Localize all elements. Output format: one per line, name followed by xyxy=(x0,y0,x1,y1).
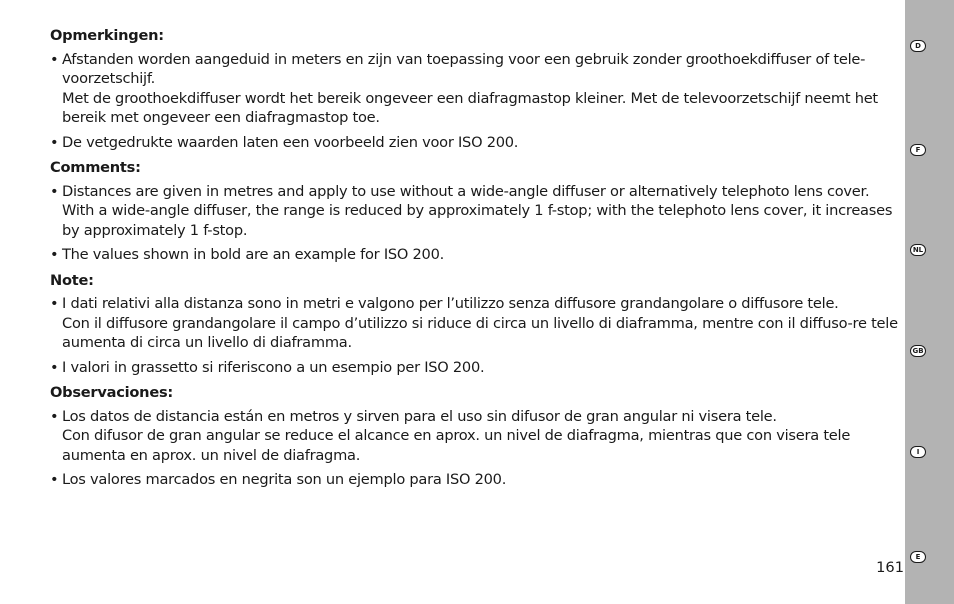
page-number: 161 xyxy=(876,559,904,576)
section-italian xyxy=(50,271,910,378)
bullet-list xyxy=(50,294,910,377)
bullet-list xyxy=(50,50,910,153)
section-spanish xyxy=(50,383,910,490)
bullet-mark: • xyxy=(50,295,59,312)
list-item xyxy=(50,182,910,241)
item-paragraph: The values shown in bold are an example for ISO 200. xyxy=(62,246,445,263)
section-heading: Observaciones: xyxy=(50,384,173,401)
language-tab-nl[interactable]: NL xyxy=(910,244,926,256)
section-heading: Note: xyxy=(50,271,94,289)
item-paragraph: De vetgedrukte waarden laten een voorbeeld zien voor ISO 200. xyxy=(62,133,519,151)
bullet-mark: • xyxy=(50,407,59,425)
item-paragraph: Los datos de distancia están en metros y sirven para el uso sin difusor de gran angular ni visera tele. xyxy=(62,407,777,425)
list-item xyxy=(50,470,910,490)
bullet-mark: • xyxy=(50,246,59,263)
bullet-list xyxy=(50,407,910,490)
section-english xyxy=(50,158,910,265)
item-paragraph: I dati relativi alla distanza sono in metri e valgono per l’utilizzo senza diffusore grandangolare o diffusore tele. xyxy=(62,295,839,312)
list-item xyxy=(50,245,910,265)
bullet-mark: • xyxy=(50,182,59,200)
document-body xyxy=(50,26,910,496)
bullet-mark: • xyxy=(50,50,59,68)
language-tab-f[interactable]: F xyxy=(910,144,926,156)
item-paragraph: Con il diffusore grandangolare il campo d’utilizzo si riduce di circa un livello di diaframma, mentre con il diffuso-re tele aumenta di circa un livello di diaframma. xyxy=(62,314,898,351)
list-item xyxy=(50,407,910,466)
list-item xyxy=(50,294,910,353)
item-paragraph: Con difusor de gran angular se reduce el alcance en aprox. un nivel de diafragma, mientras que con visera tele aumenta en aprox. un nivel de diafragma. xyxy=(62,427,851,464)
language-tab-i[interactable]: I xyxy=(910,446,926,458)
item-paragraph: Los valores marcados en negrita son un ejemplo para ISO 200. xyxy=(62,471,507,488)
bullet-mark: • xyxy=(50,471,59,488)
item-paragraph: I valori in grassetto si riferiscono a un esempio per ISO 200. xyxy=(62,358,485,376)
bullet-mark: • xyxy=(50,133,59,151)
language-tab-e[interactable]: E xyxy=(910,551,926,563)
list-item xyxy=(50,50,910,128)
language-tab-d[interactable]: D xyxy=(910,40,926,52)
item-paragraph: Afstanden worden aangeduid in meters en zijn van toepassing voor een gebruik zonder groothoekdiffuser of tele-voorzetschijf. xyxy=(62,50,866,87)
list-item xyxy=(50,358,910,378)
section-heading: Comments: xyxy=(50,159,141,176)
list-item xyxy=(50,133,910,153)
bullet-list xyxy=(50,182,910,265)
item-paragraph: Distances are given in metres and apply to use without a wide-angle diffuser or alternatively telephoto lens cover. xyxy=(62,182,870,200)
section-heading: Opmerkingen: xyxy=(50,27,164,44)
language-tab-gb[interactable]: GB xyxy=(910,345,926,357)
language-sidebar xyxy=(905,0,954,604)
section-dutch xyxy=(50,26,910,152)
item-paragraph: Met de groothoekdiffuser wordt het bereik ongeveer een diafragmastop kleiner. Met de televoorzetschijf neemt het bereik met ongeveer een diafragmastop toe. xyxy=(62,89,878,126)
item-paragraph: With a wide-angle diffuser, the range is reduced by approximately 1 f-stop; with the telephoto lens cover, it increases by approximately 1 f-stop. xyxy=(62,202,893,239)
bullet-mark: • xyxy=(50,358,59,376)
